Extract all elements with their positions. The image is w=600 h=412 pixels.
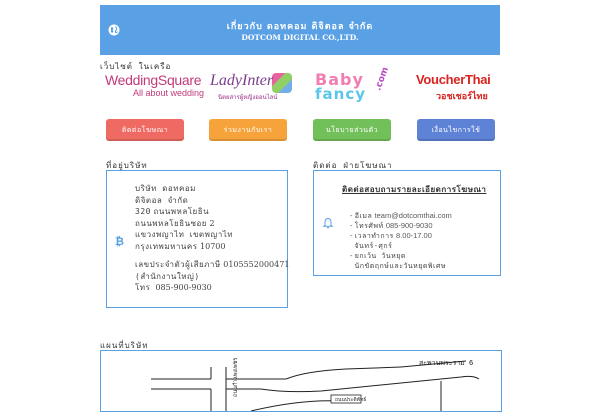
babyfancy-logo-text-2: fancy <box>315 85 366 103</box>
advertise-button[interactable]: ติดต่อโฆษณา <box>106 119 184 141</box>
contact-list <box>350 211 500 271</box>
address-line-6: แขวงพญาไท เขตพญาไท <box>135 230 233 239</box>
address-text <box>135 183 290 294</box>
email-link[interactable]: team@dotcomthai.com <box>374 211 452 220</box>
company-header <box>100 5 500 55</box>
address-line-7: กรุงเทพมหานคร <box>135 241 198 251</box>
contact-item-hours: - เวลาทำการ 8.00-17.00 <box>350 231 432 240</box>
weddingsquare-tagline: All about wedding <box>133 88 205 98</box>
ladyinter-logo-text: LadyInter <box>210 72 274 89</box>
contact-item-holiday: - ยกเว้น วันหยุด <box>350 252 406 260</box>
contact-item-email: - อีเมล team@dotcomthai.com <box>350 211 452 220</box>
babyfancy-logo-text-3: .com <box>373 65 392 93</box>
map-road-label: สะพานพระราม 6 <box>419 359 474 367</box>
address-line-1: บริษัท ดอทคอม <box>135 184 196 193</box>
tax-id: 0105552000471 <box>223 260 290 269</box>
phone-value: 085-900-9030 <box>155 283 212 292</box>
ladyinter-tagline: นิตยสารผู้หญิงออนไลน์ <box>218 94 278 101</box>
ladyinter-badge-icon <box>272 73 292 93</box>
weddingsquare-logo[interactable] <box>105 70 210 106</box>
bell-icon <box>322 217 334 229</box>
map-road-label-2: ถนนกำแพงเพชร <box>233 357 239 397</box>
address-line-4: ถนนพหลโยธิน <box>153 207 210 216</box>
babyfancy-logo-text-1: Baby <box>315 70 364 89</box>
address-box <box>106 170 288 308</box>
contact-box <box>313 170 501 276</box>
address-line-3: 320 <box>135 207 151 216</box>
contact-label: ติดต่อ ฝ่ายโฆษณา <box>313 161 393 170</box>
join-us-button[interactable]: ร่วมงานกับเรา <box>209 119 287 141</box>
map-drawing <box>101 351 501 411</box>
address-soi-label: ถนนพหลโยธินซอย <box>135 218 207 228</box>
header-title: เกี่ยวกับ ดอทคอม ดิจิตอล จำกัด <box>226 22 374 32</box>
tax-label: เลขประจำตัวผู้เสียภาษี <box>135 260 221 269</box>
voucherthai-tagline: วอชเชอร์ไทย <box>436 92 488 102</box>
header-subtitle: DOTCOM DIGITAL CO.,LTD. <box>241 33 359 42</box>
map-road-8 <box>286 367 401 379</box>
address-line-8: 10700 <box>200 241 226 251</box>
voucherthai-logo[interactable] <box>416 70 498 106</box>
phone-label: โทร <box>135 283 151 292</box>
terms-button[interactable]: เงื่อนไขการใช้ <box>417 119 495 141</box>
address-line-2: ดิจิตอล จำกัด <box>135 195 189 205</box>
map-road-12 <box>251 401 341 411</box>
contact-title: ติดต่อสอบถามรายละเอียดการโฆษณา <box>342 185 487 194</box>
map-road-11 <box>401 376 479 383</box>
map-road-label-3: ถนนประดิพัทธ์ <box>335 397 367 403</box>
page-container <box>100 0 500 403</box>
ladyinter-logo[interactable] <box>210 70 298 106</box>
contact-item-special: นักขัตฤกษ์และวันหยุดพิเศษ <box>354 262 447 270</box>
weddingsquare-logo-text: WeddingSquare <box>105 72 202 88</box>
babyfancy-logo[interactable] <box>312 65 394 106</box>
map-road-9 <box>261 383 401 392</box>
privacy-policy-button[interactable]: นโยบายส่วนตัว <box>313 119 391 141</box>
voucherthai-logo-text: VoucherThai <box>416 72 491 87</box>
contact-item-days: จันทร์-ศุกร์ <box>354 242 393 250</box>
address-line-5: 2 <box>209 218 215 228</box>
bitcoin-icon <box>115 235 125 247</box>
company-map[interactable] <box>100 350 502 412</box>
partners-label: เว็บไซต์ ในเครือ <box>100 62 172 71</box>
address-label: ที่อยู่บริษัท <box>106 161 148 170</box>
contact-item-phone: - โทรศัพท์ 085-900-9030 <box>350 221 433 230</box>
svg-text:₿: ₿ <box>115 235 124 247</box>
tax-note: (สำนักงานใหญ่) <box>135 271 200 281</box>
map-label: แผนที่บริษัท <box>100 341 149 350</box>
